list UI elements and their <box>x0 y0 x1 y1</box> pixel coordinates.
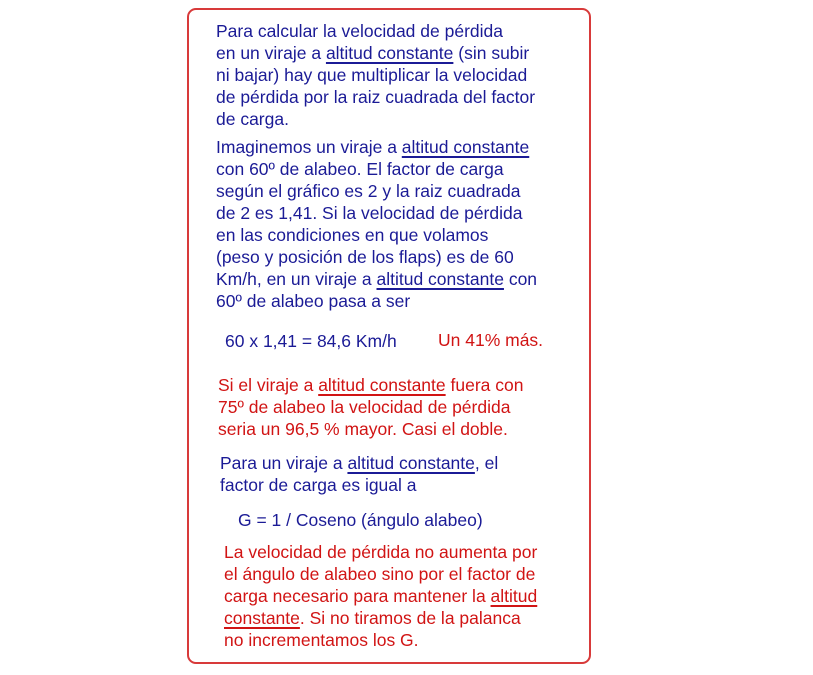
text-line: 60º de alabeo pasa a ser <box>216 291 411 311</box>
text-line: carga necesario para mantener la altitud <box>224 586 538 606</box>
text-line: ni bajar) hay que multiplicar la velocidad <box>216 65 528 85</box>
highlight-constante: constante <box>224 608 300 628</box>
text-line: no incrementamos los G. <box>224 630 419 650</box>
paragraph-example-75-degrees <box>218 374 523 440</box>
text-line: seria un 96,5 % mayor. Casi el doble. <box>218 419 508 439</box>
highlight-altitud-constante: altitud constante <box>325 43 454 63</box>
load-factor-formula: G = 1 / Coseno (ángulo alabeo) <box>238 510 483 530</box>
text-line: con 60º de alabeo. El factor de carga <box>216 159 504 179</box>
text-line: factor de carga es igual a <box>220 475 417 495</box>
text-line: de 2 es 1,41. Si la velocidad de pérdida <box>216 203 523 223</box>
text-line: en las condiciones en que volamos <box>216 225 489 245</box>
text-line: de pérdida por la raiz cuadrada del factor <box>216 87 536 107</box>
text-line: según el gráfico es 2 y la raiz cuadrada <box>216 181 521 201</box>
text-line: constante. Si no tiramos de la palanca <box>224 608 521 628</box>
paragraph-conclusion <box>224 541 537 651</box>
calculation-formula: 60 x 1,41 = 84,6 Km/h <box>225 331 397 351</box>
text-line: Si el viraje a altitud constante fuera con <box>218 375 524 395</box>
text-line: (peso y posición de los flaps) es de 60 <box>216 247 514 267</box>
highlight-altitud: altitud <box>490 586 538 606</box>
text-line: La velocidad de pérdida no aumenta por <box>224 542 538 562</box>
highlight-altitud-constante: altitud constante <box>318 375 446 395</box>
text-line: de carga. <box>216 109 289 129</box>
highlight-altitud-constante: altitud constante <box>401 137 530 157</box>
paragraph-stall-speed-intro <box>216 20 535 130</box>
paragraph-load-factor <box>220 452 498 496</box>
highlight-altitud-constante: altitud constante <box>376 269 504 289</box>
text-line: en un viraje a altitud constante (sin subir <box>216 43 530 63</box>
text-line: Para calcular la velocidad de pérdida <box>216 21 503 41</box>
text-line: Para un viraje a altitud constante, el <box>220 453 499 473</box>
paragraph-example-60-degrees <box>216 136 537 312</box>
text-line: Imaginemos un viraje a altitud constante <box>216 137 530 157</box>
highlight-altitud-constante: altitud constante <box>347 453 475 473</box>
text-line: Km/h, en un viraje a altitud constante con <box>216 269 538 289</box>
text-line: el ángulo de alabeo sino por el factor de <box>224 564 536 584</box>
text-line: 75º de alabeo la velocidad de pérdida <box>218 397 511 417</box>
calculation-increase: Un 41% más. <box>438 330 544 350</box>
